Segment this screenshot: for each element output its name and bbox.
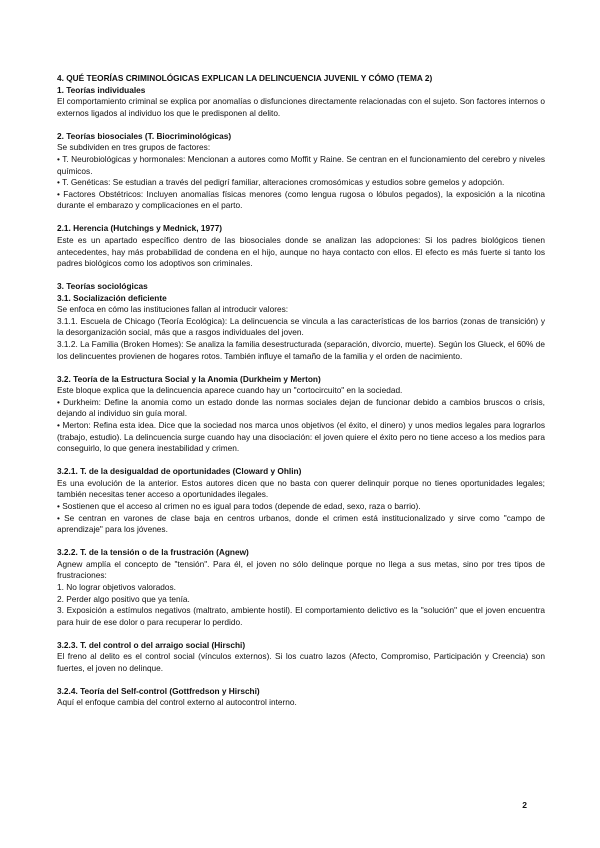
document-section [57, 547, 545, 628]
subsection-heading: 1. Teorías individuales [57, 84, 146, 95]
page-number: 2 [522, 800, 527, 810]
document-body [57, 73, 545, 709]
paragraph: 3.1.1. Escuela de Chicago (Teoría Ecológica): La delincuencia se vincula a las características de los barrios (zonas de transición) y la desorganización social, más que a rasgos individuales del joven. [57, 315, 545, 338]
subsection-heading: 3.1. Socialización deficiente [57, 292, 167, 303]
document-section [57, 223, 545, 269]
section-heading: 3.2.3. T. del control o del arraigo social (Hirschi) [57, 639, 246, 650]
paragraph: Aquí el enfoque cambia del control externo al autocontrol interno. [57, 697, 297, 708]
document-section [57, 466, 545, 536]
section-heading: 3.2. Teoría de la Estructura Social y la Anomia (Durkheim y Merton) [57, 373, 321, 384]
paragraph: Es una evolución de la anterior. Estos autores dicen que no basta con querer delinquir porque no tienes oportunidades legales; también necesitas tener acceso a oportunidades ilegales. [57, 477, 545, 500]
section-heading: 3.2.1. T. de la desigualdad de oportunidades (Cloward y Ohlin) [57, 466, 302, 477]
paragraph: 1. No lograr objetivos valorados. [57, 581, 176, 592]
document-section [57, 281, 545, 362]
document-section [57, 374, 545, 455]
paragraph: Se enfoca en cómo las instituciones fallan al introducir valores: [57, 304, 289, 315]
bullet-item: • Durkheim: Define la anomia como un estado donde las normas sociales dejan de funcionar debido a cambios bruscos o crisis, dejando al individuo sin guía moral. [57, 397, 545, 420]
section-heading: 3. Teorías sociológicas [57, 281, 148, 292]
document-section [57, 686, 545, 709]
paragraph: 3.1.2. La Familia (Broken Homes): Se analiza la familia desestructurada (separación, divorcio, muerte). Según los Glueck, el 60% de los delincuentes provienen de hogares rotos. También influye el tamaño de la familia y el orden de nacimiento. [57, 339, 545, 361]
section-heading: 2.1. Herencia (Hutchings y Mednick, 1977) [57, 223, 223, 234]
section-heading: 2. Teorías biosociales (T. Biocriminológicas) [57, 130, 232, 141]
bullet-item: • Sostienen que el acceso al crimen no es igual para todos (depende de edad, sexo, raza o barrio). [57, 501, 545, 513]
section-heading: 3.2.4. Teoría del Self-control (Gottfredson y Hirschi) [57, 685, 260, 696]
section-heading: 4. QUÉ TEORÍAS CRIMINOLÓGICAS EXPLICAN LA DELINCUENCIA JUVENIL Y CÓMO (TEMA 2) [57, 73, 433, 83]
bullet-item: • T. Genéticas: Se estudian a través del pedigrí familiar, alteraciones cromosómicas y estudios sobre gemelos y adopción. [57, 177, 545, 189]
paragraph: El freno al delito es el control social (vínculos externos). Si los cuatro lazos (Afecto, Compromiso, Participación y Creencia) son fuertes, el joven no delinque. [57, 651, 545, 673]
bullet-item: • T. Neurobiológicas y hormonales: Mencionan a autores como Moffit y Raine. Se centran en el funcionamiento del cerebro y niveles químicos. [57, 154, 545, 177]
document-section [57, 131, 545, 212]
paragraph: Se subdividen en tres grupos de factores: [57, 142, 211, 153]
paragraph: Este bloque explica que la delincuencia aparece cuando hay un "cortocircuito" en la sociedad. [57, 385, 403, 396]
document-section [57, 73, 545, 119]
paragraph: Agnew amplía el concepto de "tensión". Para él, el joven no sólo delinque porque no llega a sus metas, sino por tres tipos de frustraciones: [57, 558, 545, 581]
document-section [57, 640, 545, 675]
bullet-item: • Se centran en varones de clase baja en centros urbanos, donde el crimen está institucionalizado y sirve como "campo de aprendizaje" para los jóvenes. [57, 513, 545, 536]
section-heading: 3.2.2. T. de la tensión o de la frustración (Agnew) [57, 547, 249, 558]
paragraph: 2. Perder algo positivo que ya tenía. [57, 593, 190, 604]
bullet-item: • Merton: Refina esta idea. Dice que la sociedad nos marca unos objetivos (el éxito, el dinero) y unos medios legales para lograrlos (trabajo, estudio). La delincuencia surge cuando hay una disociación: el joven quiere el éxito pero no tiene acceso a los medios para conseguirlo, lo que genera inestabilidad y crimen. [57, 420, 545, 455]
bullet-item: • Factores Obstétricos: Incluyen anomalías físicas menores (como lengua rugosa o lóbulos pegados), la exposición a la nicotina durante el embarazo y complicaciones en el parto. [57, 189, 545, 212]
paragraph: El comportamiento criminal se explica por anomalías o disfunciones directamente relacionadas con el sujeto. Son factores internos o externos ligados al individuo los que le predisponen al delito. [57, 96, 545, 118]
paragraph: Este es un apartado específico dentro de las biosociales donde se analizan las adopciones: Si los padres biológicos tienen antecedentes, hay más probabilidad de condena en el hijo, aunque no haya contacto con ellos. El efecto es más fuerte si tanto los padres biológicos como los adoptivos son criminales. [57, 234, 545, 269]
paragraph: 3. Exposición a estímulos negativos (maltrato, ambiente hostil). El comportamiento delictivo es la "solución" que el joven encuentra para huir de ese dolor o para recuperar lo perdido. [57, 605, 545, 627]
